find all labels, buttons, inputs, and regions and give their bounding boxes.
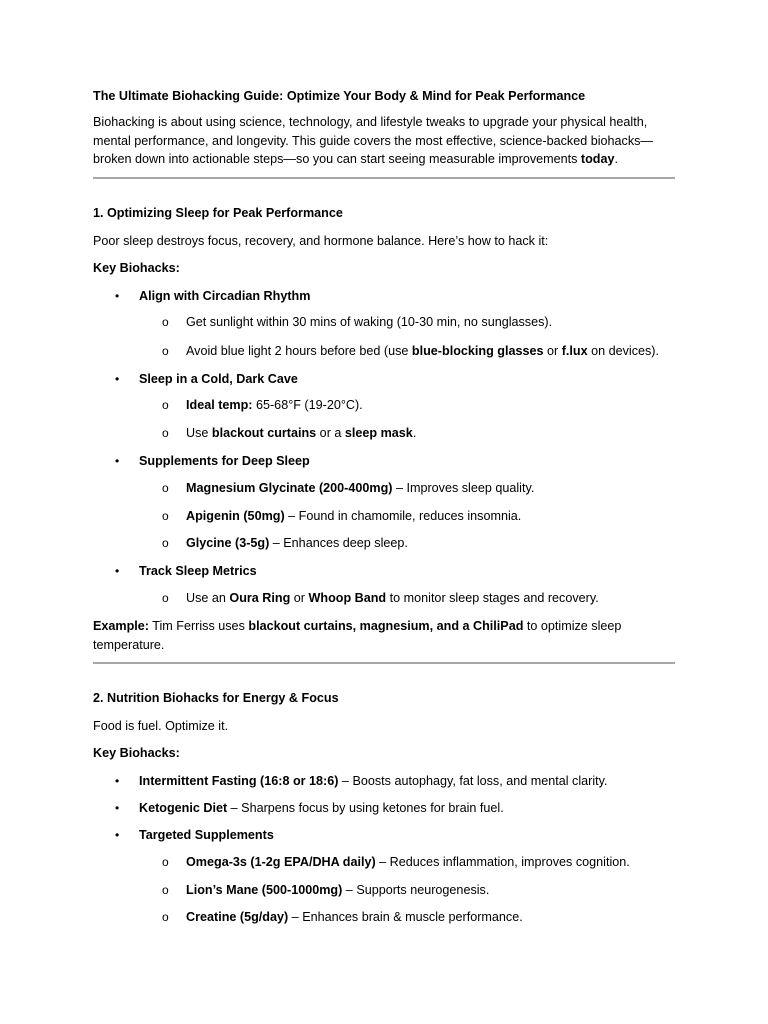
- intro-paragraph: [93, 113, 678, 169]
- sub-item-text: – Found in chamomile, reduces insomnia.: [284, 509, 522, 523]
- sub-item-text: Use: [186, 426, 212, 440]
- example-paragraph: [93, 617, 678, 654]
- sub-item-text: – Supports neurogenesis.: [342, 883, 490, 897]
- list-item: [139, 772, 607, 790]
- sub-item-text: Avoid blue light 2 hours before bed (use: [186, 344, 412, 358]
- list-item-title: Supplements for Deep Sleep: [139, 454, 310, 468]
- sub-item-text: or: [543, 344, 562, 358]
- sub-item-bold: Magnesium Glycinate (200-400mg): [186, 481, 393, 495]
- list-item-title: Align with Circadian Rhythm: [139, 289, 311, 303]
- sub-bullet-icon: o: [162, 591, 169, 605]
- horizontal-rule: [93, 662, 675, 664]
- bullet-icon: •: [115, 454, 120, 468]
- sub-bullet-icon: o: [162, 855, 169, 869]
- section-heading: 2. Nutrition Biohacks for Energy & Focus: [93, 691, 339, 705]
- sub-list-item: [186, 881, 489, 899]
- sub-item-bold: Glycine (3-5g): [186, 536, 270, 550]
- sub-bullet-icon: o: [162, 344, 169, 358]
- sub-bullet-icon: o: [162, 509, 169, 523]
- sub-list-item: [186, 589, 599, 607]
- sub-item-text: or: [290, 591, 309, 605]
- example-label: Example:: [93, 619, 149, 633]
- sub-item-bold: Lion’s Mane (500-1000mg): [186, 883, 343, 897]
- sub-item-text: Use an: [186, 591, 230, 605]
- horizontal-rule: [93, 177, 675, 179]
- sub-item-bold: sleep mask: [344, 426, 413, 440]
- intro-text: Biohacking is about using science, technology, and lifestyle tweaks to upgrade your physical health, mental performance, and longevity. This guide covers the most effective, science-backed biohacks—broken down into actionable steps—so you can start seeing measurable improvements: [93, 115, 654, 166]
- sub-bullet-icon: o: [162, 883, 169, 897]
- list-item-text: – Sharpens focus by using ketones for brain fuel.: [227, 801, 504, 815]
- list-item-title: Intermittent Fasting (16:8 or 18:6): [139, 774, 339, 788]
- sub-bullet-icon: o: [162, 536, 169, 550]
- sub-item-text: 65-68°F (19-20°C).: [252, 398, 363, 412]
- sub-list-item: [186, 853, 630, 871]
- sub-item-bold: Creatine (5g/day): [186, 910, 289, 924]
- bullet-icon: •: [115, 828, 120, 842]
- sub-item-text: to monitor sleep stages and recovery.: [386, 591, 599, 605]
- key-biohacks-label: Key Biohacks:: [93, 261, 180, 275]
- key-biohacks-label: Key Biohacks:: [93, 746, 180, 760]
- sub-list-item: [186, 396, 363, 414]
- sub-item-bold: Apigenin (50mg): [186, 509, 285, 523]
- sub-item-bold: Omega-3s (1-2g EPA/DHA daily): [186, 855, 376, 869]
- list-item-title: Sleep in a Cold, Dark Cave: [139, 372, 298, 386]
- sub-item-bold: blue-blocking glasses: [411, 344, 544, 358]
- sub-item-text: – Improves sleep quality.: [392, 481, 535, 495]
- example-text: Tim Ferriss uses: [149, 619, 249, 633]
- sub-list-item: [186, 342, 659, 360]
- sub-item-bold: Whoop Band: [308, 591, 387, 605]
- bullet-icon: •: [115, 372, 120, 386]
- sub-item-text: Get sunlight within 30 mins of waking (10-30 min, no sunglasses).: [186, 315, 553, 329]
- sub-bullet-icon: o: [162, 398, 169, 412]
- bullet-icon: •: [115, 564, 120, 578]
- bullet-icon: •: [115, 801, 120, 815]
- intro-bold-today: today: [580, 152, 615, 166]
- sub-list-item: [186, 479, 534, 497]
- sub-item-text: .: [412, 426, 417, 440]
- list-item-text: – Boosts autophagy, fat loss, and mental clarity.: [338, 774, 608, 788]
- sub-list-item: [186, 424, 416, 442]
- section-heading: 1. Optimizing Sleep for Peak Performance: [93, 206, 343, 220]
- sub-item-bold: Ideal temp:: [186, 398, 253, 412]
- bullet-icon: •: [115, 774, 120, 788]
- example-text: to optimize sleep temperature.: [93, 619, 622, 652]
- sub-bullet-icon: o: [162, 426, 169, 440]
- example-bold: blackout curtains, magnesium, and a ChiliPad: [248, 619, 524, 633]
- sub-bullet-icon: o: [162, 315, 169, 329]
- section-lead: Food is fuel. Optimize it.: [93, 719, 229, 733]
- doc-title: The Ultimate Biohacking Guide: Optimize Your Body & Mind for Peak Performance: [93, 89, 586, 103]
- list-item-title: Ketogenic Diet: [139, 801, 228, 815]
- list-item-title: Targeted Supplements: [139, 828, 274, 842]
- intro-period: .: [614, 152, 619, 166]
- sub-list-item: [186, 313, 552, 331]
- sub-list-item: [186, 534, 408, 552]
- sub-item-bold: f.lux: [561, 344, 588, 358]
- list-item: [139, 826, 274, 844]
- sub-item-bold: Oura Ring: [229, 591, 291, 605]
- sub-list-item: [186, 908, 523, 926]
- sub-item-text: – Enhances deep sleep.: [269, 536, 408, 550]
- list-item: [139, 799, 504, 817]
- sub-item-text: – Reduces inflammation, improves cognition.: [375, 855, 630, 869]
- sub-list-item: [186, 507, 521, 525]
- sub-bullet-icon: o: [162, 910, 169, 924]
- sub-bullet-icon: o: [162, 481, 169, 495]
- sub-item-text: – Enhances brain & muscle performance.: [288, 910, 523, 924]
- sub-item-text: or a: [316, 426, 345, 440]
- sub-item-text: on devices).: [587, 344, 659, 358]
- section-lead: Poor sleep destroys focus, recovery, and hormone balance. Here’s how to hack it:: [93, 234, 549, 248]
- bullet-icon: •: [115, 289, 120, 303]
- sub-item-bold: blackout curtains: [211, 426, 317, 440]
- list-item-title: Track Sleep Metrics: [139, 564, 257, 578]
